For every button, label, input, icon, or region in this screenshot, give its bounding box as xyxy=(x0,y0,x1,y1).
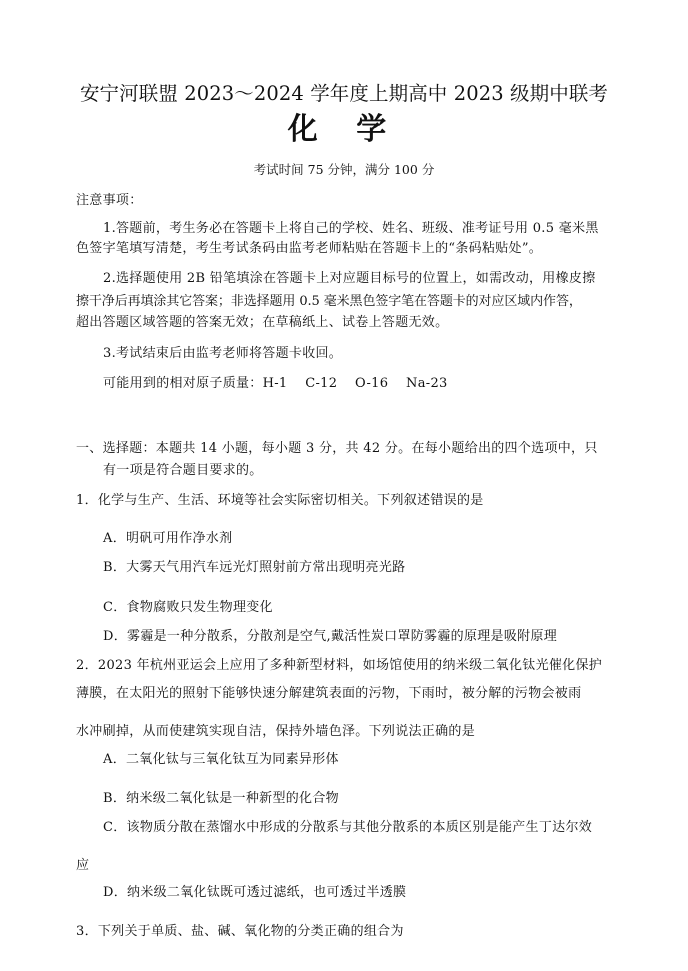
note-1-line-1: 1.答题前，考生务必在答题卡上将自己的学校、姓名、班级、准考证号用 0.5 毫米黑 xyxy=(103,221,599,236)
section-1-heading-line-1: 一、选择题：本题共 14 小题，每小题 3 分，共 42 分。在每小题给出的四个选项中，只 xyxy=(76,441,598,456)
question-1-option-d: D．雾霾是一种分散系，分散剂是空气,戴活性炭口罩防雾霾的原理是吸附原理 xyxy=(103,629,558,644)
notes-heading: 注意事项： xyxy=(76,193,143,208)
question-2-option-d: D．纳米级二氧化钛既可透过滤纸，也可透过半透膜 xyxy=(103,885,407,900)
note-2-line-1: 2.选择题使用 2B 铅笔填涂在答题卡上对应题目标号的位置上，如需改动，用橡皮擦 xyxy=(103,271,596,286)
exam-title: 安宁河联盟 2023～2024 学年度上期高中 2023 级期中联考 xyxy=(79,82,609,105)
exam-time-note: 考试时间 75 分钟，满分 100 分 xyxy=(253,162,435,177)
question-2-stem-line-1: 2．2023 年杭州亚运会上应用了多种新型材料，如场馆使用的纳米级二氧化钛光催化保护 xyxy=(76,658,603,673)
question-1-option-b: B．大雾天气用汽车远光灯照射前方常出现明亮光路 xyxy=(103,560,406,575)
question-2-stem-line-2: 薄膜，在太阳光的照射下能够快速分解建筑表面的污物，下雨时，被分解的污物会被雨 xyxy=(76,686,582,701)
note-2-line-2: 擦干净后再填涂其它答案；非选择题用 0.5 毫米黑色签字笔在答题卡的对应区域内作答， xyxy=(76,294,582,309)
subject-title: 化 学 xyxy=(287,112,401,147)
question-2-stem-line-3: 水冲刷掉，从而使建筑实现自洁，保持外墙色泽。下列说法正确的是 xyxy=(76,724,476,739)
question-1-stem: 1．化学与生产、生活、环境等社会实际密切相关。下列叙述错误的是 xyxy=(76,493,484,508)
note-2-line-3: 超出答题区域答题的答案无效；在草稿纸上、试卷上答题无效。 xyxy=(76,315,449,330)
question-2-option-c-line-2: 应 xyxy=(76,858,90,873)
question-3-stem: 3．下列关于单质、盐、碱、氧化物的分类正确的组合为 xyxy=(76,924,404,939)
question-1-option-c: C．食物腐败只发生物理变化 xyxy=(103,600,273,615)
question-2-option-c-line-1: C．该物质分散在蒸馏水中形成的分散系与其他分散系的本质区别是能产生丁达尔效 xyxy=(103,820,593,835)
section-1-heading-line-2: 有一项是符合题目要求的。 xyxy=(103,463,263,478)
atomic-mass-note: 可能用到的相对原子质量：H-1 C-12 O-16 Na-23 xyxy=(103,376,448,391)
note-1-line-2: 色签字笔填写清楚，考生考试条码由监考老师粘贴在答题卡上的“条码粘贴处”。 xyxy=(76,241,543,256)
note-3: 3.考试结束后由监考老师将答题卡收回。 xyxy=(103,346,343,361)
question-2-option-a: A．二氧化钛与三氧化钛互为同素异形体 xyxy=(103,752,339,767)
question-2-option-b: B．纳米级二氧化钛是一种新型的化合物 xyxy=(103,791,339,806)
question-1-option-a: A．明矾可用作净水剂 xyxy=(103,531,233,546)
